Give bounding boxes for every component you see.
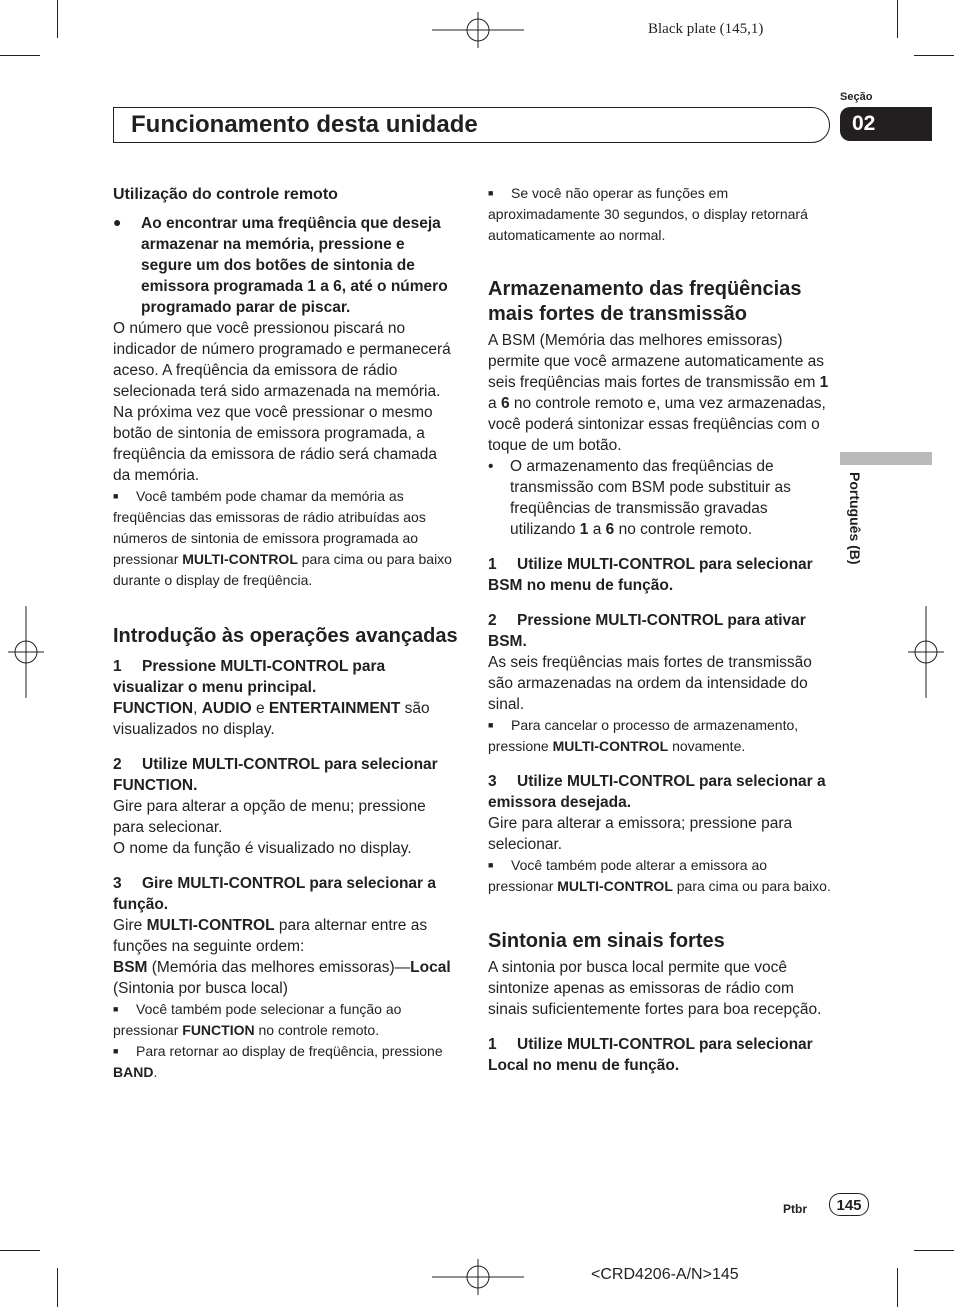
crop-mark xyxy=(914,1250,954,1251)
right-column xyxy=(488,183,831,1076)
step-3-note: ■ Para retornar ao display de freqüência, pressione BAND. xyxy=(113,1043,443,1080)
step-1-result: FUNCTION, AUDIO e ENTERTAINMENT são visualizados no display. xyxy=(113,700,430,738)
bsm-bullet: • O armazenamento das freqüências de transmissão com BSM pode substituir as freqüências de transmissão gravadas utilizando 1 a 6 no controle remoto. xyxy=(488,458,791,538)
left-column xyxy=(113,184,458,1083)
language-label: Português (B) xyxy=(847,472,863,565)
square-bullet-icon: ■ xyxy=(488,720,494,730)
bsm-step-3: 3 Utilize MULTI-CONTROL para selecionar a emissora desejada. xyxy=(488,773,826,811)
remote-heading: Utilização do controle remoto xyxy=(113,186,338,203)
crop-mark xyxy=(897,0,898,38)
page-number: 145 xyxy=(829,1193,869,1216)
remote-paragraph: O número que você pressionou piscará no indicador de número programado e permanecerá aceso. A freqüência da emissora de rádio selecionada terá sido armazenada na memória. xyxy=(113,320,451,400)
registration-mark xyxy=(906,606,946,698)
registration-mark xyxy=(6,606,46,698)
crop-mark xyxy=(897,1268,898,1307)
footer-code: <CRD4206-A/N>145 xyxy=(591,1266,739,1283)
bullet-icon: ● xyxy=(113,214,122,230)
square-bullet-icon: ■ xyxy=(113,1004,119,1014)
section-label: Seção xyxy=(840,91,873,103)
bsm-step-1: 1 Utilize MULTI-CONTROL para selecionar BSM no menu de função. xyxy=(488,556,813,594)
bsm-step-3-paragraph: Gire para alterar a emissora; pressione para selecionar. xyxy=(488,815,793,853)
plate-label: Black plate (145,1) xyxy=(648,21,764,37)
bsm-step-2: 2 Pressione MULTI-CONTROL para ativar BSM. xyxy=(488,612,806,650)
crop-mark xyxy=(57,0,58,38)
step-1: 1 Pressione MULTI-CONTROL para visualizar o menu principal. xyxy=(113,658,386,696)
step-3-paragraph: Gire MULTI-CONTROL para alternar entre as funções na seguinte ordem: xyxy=(113,917,428,955)
language-code: Ptbr xyxy=(783,1202,807,1216)
square-bullet-icon: ■ xyxy=(488,188,494,198)
square-bullet-icon: ■ xyxy=(113,1046,119,1056)
page-title: Funcionamento desta unidade xyxy=(131,111,478,138)
local-heading: Sintonia em sinais fortes xyxy=(488,930,725,952)
step-2-paragraph: Gire para alterar a opção de menu; pressione para selecionar. xyxy=(113,798,426,836)
step-3: 3 Gire MULTI-CONTROL para selecionar a função. xyxy=(113,875,436,913)
local-paragraph: A sintonia por busca local permite que você sintonize apenas as emissoras de rádio com sinais suficientemente fortes para boa recepção. xyxy=(488,959,822,1018)
square-bullet-icon: ■ xyxy=(488,860,494,870)
bsm-note: ■ Para cancelar o processo de armazenamento, pressione MULTI-CONTROL novamente. xyxy=(488,717,799,754)
remote-paragraph: Na próxima vez que você pressionar o mesmo botão de sintonia de emissora programada, a freqüência da emissora de rádio será chamada da memória. xyxy=(113,404,437,484)
bsm-step-2-paragraph: As seis freqüências mais fortes de transmissão são armazenadas na ordem da intensidade do sinal. xyxy=(488,654,812,713)
square-bullet-icon: ■ xyxy=(113,491,119,501)
crop-mark xyxy=(0,55,40,56)
section-number: 02 xyxy=(840,107,932,141)
step-2: 2 Utilize MULTI-CONTROL para selecionar FUNCTION. xyxy=(113,756,438,794)
timeout-note: ■ Se você não operar as funções em aproximadamente 30 segundos, o display retornará automaticamente ao normal. xyxy=(488,185,808,243)
crop-mark xyxy=(57,1268,58,1307)
language-tab xyxy=(840,452,932,465)
registration-mark xyxy=(432,1257,524,1297)
step-3-note: ■ Você também pode selecionar a função ao pressionar FUNCTION no controle remoto. xyxy=(113,1001,402,1038)
step-2-paragraph: O nome da função é visualizado no display. xyxy=(113,840,412,857)
bullet-icon: • xyxy=(488,458,494,475)
registration-mark xyxy=(432,10,524,50)
local-step-1: 1 Utilize MULTI-CONTROL para selecionar Local no menu de função. xyxy=(488,1036,813,1074)
function-order: BSM (Memória das melhores emissoras)—Local (Sintonia por busca local) xyxy=(113,959,451,997)
bsm-heading: Armazenamento das freqüências mais fortes de transmissão xyxy=(488,278,802,325)
crop-mark xyxy=(914,55,954,56)
crop-mark xyxy=(0,1250,40,1251)
remote-note: ■ Você também pode chamar da memória as freqüências das emissoras de rádio atribuídas aos números de sintonia de emissora programada ao pressionar MULTI-CONTROL para cima ou para baixo durante o display de freqüência. xyxy=(113,488,452,588)
bsm-note: ■ Você também pode alterar a emissora ao pressionar MULTI-CONTROL para cima ou para baixo. xyxy=(488,857,831,894)
bsm-paragraph: A BSM (Memória das melhores emissoras) permite que você armazene automaticamente as seis freqüências mais fortes de transmissão em 1 a 6 no controle remoto e, uma vez armazenadas, você poderá sintonizar essas freqüências com o toque de um botão. xyxy=(488,332,829,454)
remote-lead: ● Ao encontrar uma freqüência que deseja armazenar na memória, pressione e segure um dos botões de sintonia de emissora programada 1 a 6, até o número programado parar de piscar. xyxy=(113,214,448,316)
advanced-heading: Introdução às operações avançadas xyxy=(113,625,458,647)
